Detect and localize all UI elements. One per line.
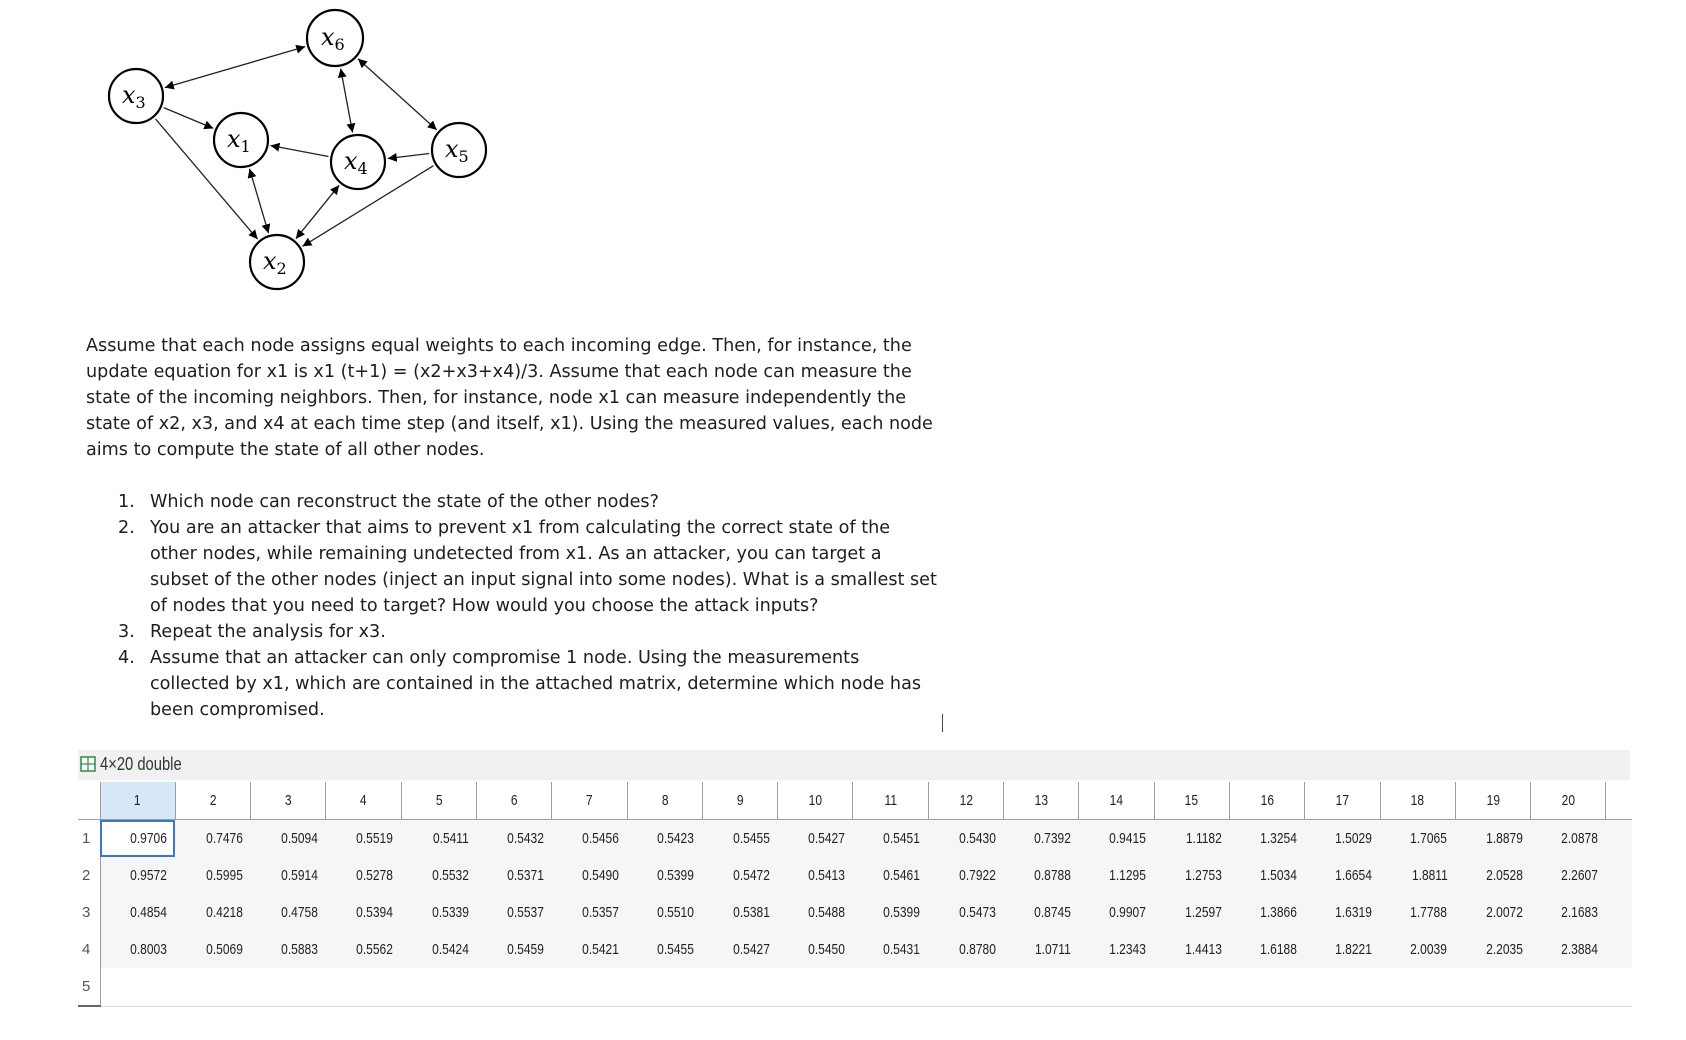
column-header[interactable]: 12 <box>928 782 1003 820</box>
table-cell[interactable] <box>1305 968 1380 1006</box>
table-cell[interactable]: 0.8780 <box>928 931 1003 968</box>
table-cell[interactable]: 1.6188 <box>1229 931 1304 968</box>
node-label-x6: $x_6$ <box>321 23 345 54</box>
table-cell[interactable]: 0.5488 <box>778 894 853 931</box>
table-cell[interactable] <box>627 968 702 1006</box>
node-label-x2: $x_2$ <box>263 247 287 278</box>
table-cell[interactable]: 0.8745 <box>1004 894 1079 931</box>
table-cell[interactable]: 1.7788 <box>1380 894 1455 931</box>
table-cell[interactable]: 1.1295 <box>1079 857 1154 894</box>
table-cell[interactable]: 1.4413 <box>1154 931 1229 968</box>
table-cell[interactable]: 0.7392 <box>1004 820 1079 858</box>
table-cell[interactable]: 0.5094 <box>251 820 326 858</box>
question-item <box>118 619 938 645</box>
node-x4 <box>331 135 385 189</box>
table-cell[interactable]: 0.5455 <box>702 820 777 858</box>
table-cell[interactable]: 0.4758 <box>251 894 326 931</box>
column-header[interactable]: 17 <box>1305 782 1380 820</box>
table-cell[interactable]: 2.0528 <box>1455 857 1530 894</box>
table-corner[interactable] <box>78 782 100 820</box>
table-cell[interactable] <box>853 968 928 1006</box>
table-cell[interactable]: 0.5424 <box>401 931 476 968</box>
table-cell[interactable] <box>251 968 326 1006</box>
table-cell[interactable] <box>175 968 250 1006</box>
edge-x2-x4 <box>296 185 339 238</box>
row-filler <box>1606 894 1632 931</box>
table-cell[interactable]: 0.5510 <box>627 894 702 931</box>
question-item <box>118 489 938 515</box>
table-cell[interactable]: 2.2607 <box>1531 857 1606 894</box>
table-cell[interactable]: 0.5431 <box>853 931 928 968</box>
row-header[interactable]: 1 <box>78 820 100 858</box>
table-cell[interactable]: 2.3884 <box>1531 931 1606 968</box>
table-cell[interactable]: 1.2753 <box>1154 857 1229 894</box>
table-cell[interactable]: 1.6654 <box>1305 857 1380 894</box>
problem-description: Assume that each node assigns equal weights to each incoming edge. Then, for instance, the update equation for x1 is x1 (t+1) = (x2+x3+x4)/3. Assume that each node can measure the state of the incoming neighbors. Then, for instance, node x1 can measure independently the state of x2, x3, and x4 at each time step (and itself, x1). Using the measured values, each node aims to compute the state of all other nodes. <box>86 336 933 460</box>
table-cell[interactable] <box>1004 968 1079 1006</box>
row-filler <box>1606 931 1632 968</box>
table-cell[interactable] <box>401 968 476 1006</box>
table-cell[interactable]: 2.0878 <box>1531 820 1606 858</box>
node-x6 <box>307 10 363 66</box>
edge-x5-x4 <box>388 154 429 159</box>
edge-x5-x6 <box>358 59 437 130</box>
edge-x1-x2 <box>249 169 268 233</box>
table-cell[interactable] <box>552 968 627 1006</box>
question-text: Which node can reconstruct the state of the other nodes? <box>150 492 659 512</box>
row-filler <box>1606 820 1632 858</box>
table-cell[interactable]: 0.5399 <box>627 857 702 894</box>
table-cell[interactable]: 2.0072 <box>1455 894 1530 931</box>
column-header[interactable]: 11 <box>853 782 928 820</box>
header-filler <box>1606 782 1632 820</box>
table-cell[interactable]: 0.5339 <box>401 894 476 931</box>
table-cell[interactable]: 0.7922 <box>928 857 1003 894</box>
table-cell[interactable]: 0.5473 <box>928 894 1003 931</box>
table-cell[interactable]: 0.5371 <box>476 857 551 894</box>
node-x2 <box>250 235 304 289</box>
table-cell[interactable]: 0.5472 <box>702 857 777 894</box>
row-filler <box>1606 968 1632 1006</box>
table-row <box>78 820 1632 858</box>
table-cell[interactable]: 0.5455 <box>627 931 702 968</box>
table-cell[interactable]: 0.8788 <box>1004 857 1079 894</box>
table-cell[interactable]: 1.1182 <box>1154 820 1229 858</box>
edge-x3-x1 <box>164 108 214 129</box>
column-header[interactable]: 7 <box>552 782 627 820</box>
table-cell[interactable] <box>928 968 1003 1006</box>
table-cell[interactable]: 0.5450 <box>778 931 853 968</box>
table-cell[interactable]: 0.5421 <box>552 931 627 968</box>
table-cell[interactable]: 0.4218 <box>175 894 250 931</box>
node-x5 <box>432 123 486 177</box>
column-header[interactable]: 5 <box>401 782 476 820</box>
column-header[interactable]: 6 <box>476 782 551 820</box>
table-cell[interactable]: 0.5459 <box>476 931 551 968</box>
row-header[interactable]: 2 <box>78 857 100 894</box>
table-cell[interactable] <box>100 968 175 1006</box>
question-item <box>118 645 938 723</box>
table-cell[interactable] <box>326 968 401 1006</box>
column-header[interactable]: 3 <box>251 782 326 820</box>
column-header[interactable]: 16 <box>1229 782 1304 820</box>
table-cell[interactable]: 0.5519 <box>326 820 401 858</box>
question-number: 4. <box>118 648 135 668</box>
table-cell[interactable]: 1.5034 <box>1229 857 1304 894</box>
table-cell[interactable]: 2.0039 <box>1380 931 1455 968</box>
table-cell[interactable]: 1.3866 <box>1229 894 1304 931</box>
table-cell[interactable]: 0.5883 <box>251 931 326 968</box>
edge-x4-x6 <box>341 68 353 132</box>
text-cursor <box>942 714 943 732</box>
column-header[interactable]: 10 <box>778 782 853 820</box>
node-x1 <box>214 113 268 167</box>
table-cell[interactable]: 0.5399 <box>853 894 928 931</box>
row-header[interactable]: 5 <box>78 968 100 1006</box>
table-cell[interactable]: 0.5413 <box>778 857 853 894</box>
matrix-table[interactable] <box>78 782 1632 1007</box>
column-header[interactable]: 18 <box>1380 782 1455 820</box>
table-row <box>78 894 1632 931</box>
table-cell[interactable] <box>1229 968 1304 1006</box>
question-number: 3. <box>118 622 135 642</box>
table-cell[interactable]: 0.5914 <box>251 857 326 894</box>
network-diagram <box>0 0 520 300</box>
table-cell[interactable]: 0.5537 <box>476 894 551 931</box>
table-cell[interactable]: 1.8221 <box>1305 931 1380 968</box>
table-cell[interactable]: 1.7065 <box>1380 820 1455 858</box>
column-header[interactable]: 2 <box>175 782 250 820</box>
column-header[interactable]: 8 <box>627 782 702 820</box>
column-header[interactable]: 19 <box>1455 782 1530 820</box>
table-cell[interactable]: 1.6319 <box>1305 894 1380 931</box>
table-row <box>78 857 1632 894</box>
question-text: Repeat the analysis for x3. <box>150 622 386 642</box>
question-text: Assume that an attacker can only compromise 1 node. Using the measurements collected by x1, which are contained in the attached matrix, determine which node has been compromised. <box>150 648 922 720</box>
matrix-grid-icon <box>80 756 96 772</box>
column-header[interactable]: 14 <box>1079 782 1154 820</box>
table-cell[interactable]: 1.3254 <box>1229 820 1304 858</box>
table-cell[interactable]: 0.5432 <box>476 820 551 858</box>
column-header[interactable]: 20 <box>1531 782 1606 820</box>
table-cell[interactable]: 0.7476 <box>175 820 250 858</box>
column-header-row <box>78 782 1632 820</box>
table-cell[interactable]: 1.8811 <box>1380 857 1455 894</box>
edge-x3-x6 <box>165 47 305 88</box>
question-number: 2. <box>118 518 135 538</box>
node-label-x4: $x_4$ <box>344 147 368 178</box>
table-cell[interactable]: 0.5427 <box>702 931 777 968</box>
table-cell[interactable]: 0.9572 <box>100 857 175 894</box>
table-cell[interactable] <box>702 968 777 1006</box>
question-item <box>118 515 938 619</box>
table-cell[interactable]: 0.4854 <box>100 894 175 931</box>
table-row <box>78 968 1632 1006</box>
node-label-x5: $x_5$ <box>445 135 469 166</box>
table-cell[interactable]: 1.2597 <box>1154 894 1229 931</box>
table-cell[interactable]: 0.5461 <box>853 857 928 894</box>
table-cell[interactable]: 0.9907 <box>1079 894 1154 931</box>
table-cell[interactable]: 0.5456 <box>552 820 627 858</box>
node-label-x1: $x_1$ <box>227 125 251 156</box>
row-filler <box>1606 857 1632 894</box>
table-cell[interactable]: 2.2035 <box>1455 931 1530 968</box>
node-x3 <box>109 69 163 123</box>
table-cell[interactable] <box>778 968 853 1006</box>
table-cell[interactable]: 0.5411 <box>401 820 476 858</box>
table-cell[interactable] <box>1079 968 1154 1006</box>
question-list <box>118 489 938 723</box>
table-cell[interactable]: 1.2343 <box>1079 931 1154 968</box>
table-cell[interactable]: 0.5394 <box>326 894 401 931</box>
table-cell[interactable]: 0.5430 <box>928 820 1003 858</box>
table-cell[interactable]: 1.5029 <box>1305 820 1380 858</box>
table-cell[interactable]: 0.8003 <box>100 931 175 968</box>
column-header[interactable]: 15 <box>1154 782 1229 820</box>
table-cell[interactable]: 0.9415 <box>1079 820 1154 858</box>
table-cell[interactable]: 0.9706 <box>100 820 175 858</box>
table-cell[interactable]: 0.5278 <box>326 857 401 894</box>
table-cell[interactable]: 0.5532 <box>401 857 476 894</box>
row-header[interactable]: 4 <box>78 931 100 968</box>
column-header[interactable]: 1 <box>100 782 175 820</box>
table-cell[interactable]: 0.5069 <box>175 931 250 968</box>
column-header[interactable]: 4 <box>326 782 401 820</box>
table-cell[interactable]: 0.5995 <box>175 857 250 894</box>
column-header[interactable]: 9 <box>702 782 777 820</box>
table-cell[interactable]: 2.1683 <box>1531 894 1606 931</box>
question-text: You are an attacker that aims to prevent x1 from calculating the correct state of the other nodes, while remaining undetected from x1. As an attacker, you can target a subset of the other nodes (inject an input signal into some nodes). What is a smallest set of nodes that you need to target? How would you choose the attack inputs? <box>150 518 937 616</box>
edge-x4-x1 <box>270 146 328 157</box>
column-header[interactable]: 13 <box>1004 782 1079 820</box>
table-cell[interactable]: 0.5427 <box>778 820 853 858</box>
variable-editor-header <box>78 750 1630 780</box>
table-cell[interactable] <box>1154 968 1229 1006</box>
table-cell[interactable]: 0.5562 <box>326 931 401 968</box>
table-cell[interactable]: 0.5357 <box>552 894 627 931</box>
table-row <box>78 931 1632 968</box>
node-label-x3: $x_3$ <box>122 81 146 112</box>
table-cell[interactable]: 0.5423 <box>627 820 702 858</box>
table-cell[interactable] <box>1531 968 1606 1006</box>
table-cell[interactable]: 1.8879 <box>1455 820 1530 858</box>
table-cell[interactable] <box>1380 968 1455 1006</box>
table-cell[interactable]: 0.5490 <box>552 857 627 894</box>
matrix-size-label: 4×20 double <box>100 754 182 774</box>
table-cell[interactable]: 1.0711 <box>1004 931 1079 968</box>
table-cell[interactable] <box>476 968 551 1006</box>
row-header[interactable]: 3 <box>78 894 100 931</box>
question-number: 1. <box>118 492 135 512</box>
table-cell[interactable]: 0.5381 <box>702 894 777 931</box>
table-cell[interactable]: 0.5451 <box>853 820 928 858</box>
table-cell[interactable] <box>1455 968 1530 1006</box>
